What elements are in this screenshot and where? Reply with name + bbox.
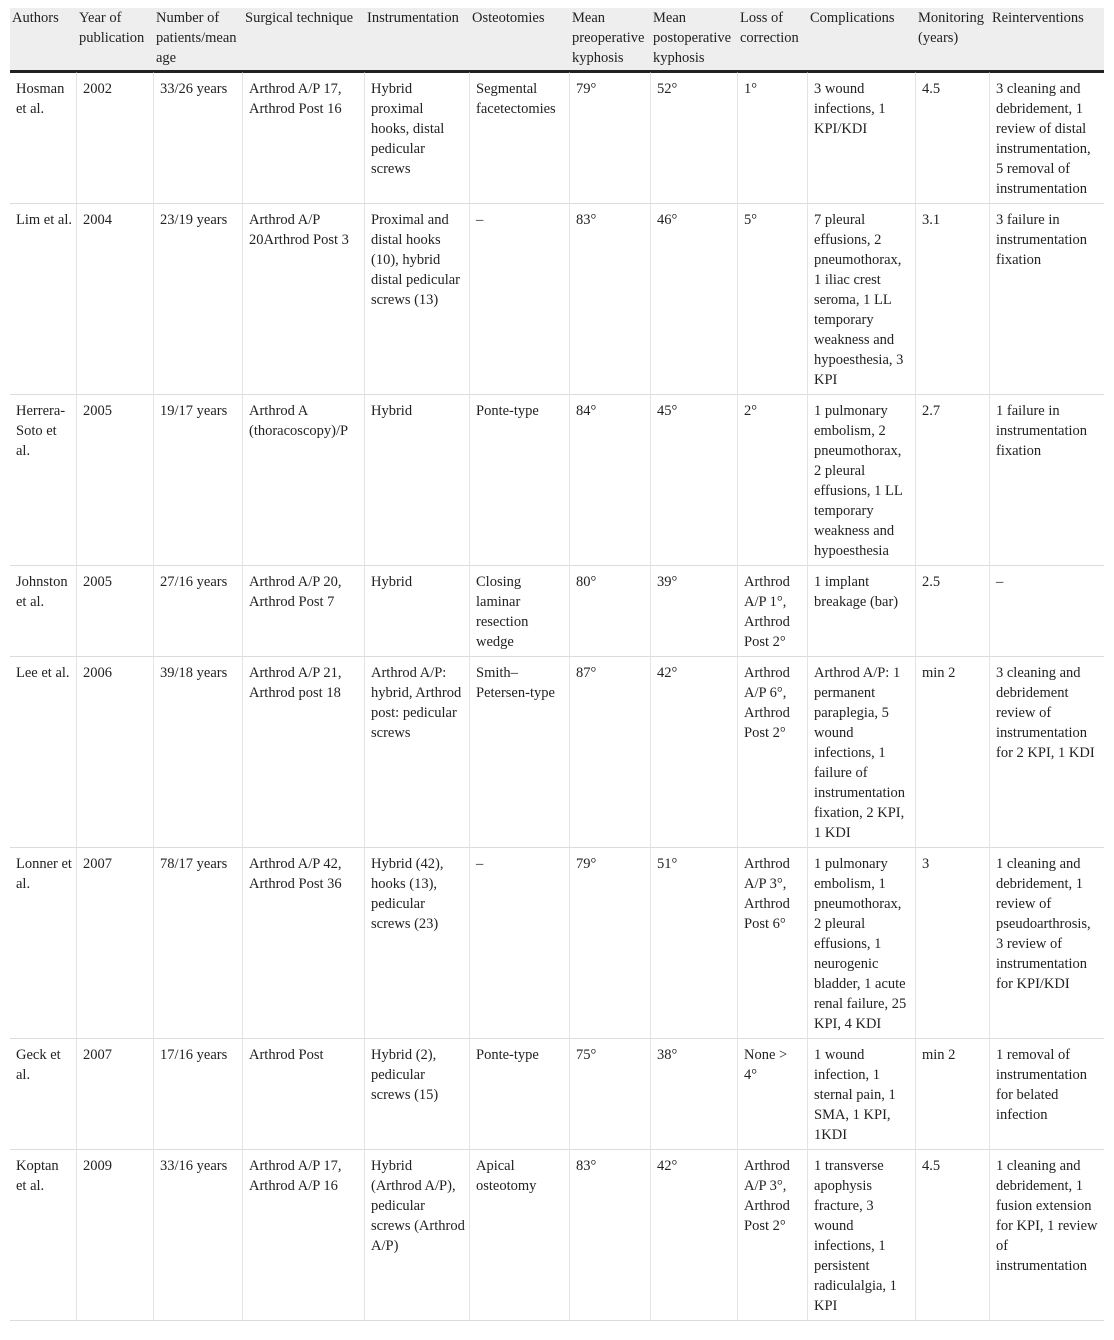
cell-osteotomies: Segmental facetectomies: [470, 72, 570, 204]
cell-authors: Herrera-Soto et al.: [10, 395, 77, 566]
table-row: [10, 72, 1104, 204]
cell-osteotomies: –: [470, 204, 570, 395]
cell-loss-correction: 1°: [738, 72, 808, 204]
cell-loss-correction: Arthrod A/P 3°, Arthrod Post 6°: [738, 848, 808, 1039]
cell-loss-correction: Arthrod A/P 3°, Arthrod Post 2°: [738, 1150, 808, 1321]
cell-loss-correction: None > 4°: [738, 1039, 808, 1150]
table-row: [10, 395, 1104, 566]
table-row: [10, 848, 1104, 1039]
header-loss-correction: Loss of correction: [738, 8, 808, 72]
cell-postop-kyphosis: 46°: [651, 204, 738, 395]
cell-patients: 27/16 years: [154, 566, 243, 657]
table-container: [10, 8, 1104, 1321]
cell-monitoring: 3.1: [916, 204, 990, 395]
table-row: [10, 1039, 1104, 1150]
cell-reinterventions: 3 cleaning and debridement, 1 review of distal instrumentation, 5 removal of instrumentation: [990, 72, 1104, 204]
cell-year: 2006: [77, 657, 154, 848]
cell-postop-kyphosis: 51°: [651, 848, 738, 1039]
cell-postop-kyphosis: 52°: [651, 72, 738, 204]
table-row: [10, 566, 1104, 657]
cell-year: 2007: [77, 1039, 154, 1150]
cell-patients: 19/17 years: [154, 395, 243, 566]
table-row: [10, 1150, 1104, 1321]
cell-preop-kyphosis: 83°: [570, 1150, 651, 1321]
header-complications: Complications: [808, 8, 916, 72]
cell-postop-kyphosis: 42°: [651, 1150, 738, 1321]
cell-monitoring: 2.5: [916, 566, 990, 657]
cell-monitoring: min 2: [916, 657, 990, 848]
cell-postop-kyphosis: 39°: [651, 566, 738, 657]
cell-instrumentation: Hybrid: [365, 395, 470, 566]
cell-preop-kyphosis: 80°: [570, 566, 651, 657]
cell-technique: Arthrod A/P 20, Arthrod Post 7: [243, 566, 365, 657]
cell-technique: Arthrod A/P 42, Arthrod Post 36: [243, 848, 365, 1039]
cell-authors: Hosman et al.: [10, 72, 77, 204]
table-row: [10, 657, 1104, 848]
cell-reinterventions: 3 cleaning and debridement review of instrumentation for 2 KPI, 1 KDI: [990, 657, 1104, 848]
cell-complications: 1 transverse apophysis fracture, 3 wound infections, 1 persistent radiculalgia, 1 KPI: [808, 1150, 916, 1321]
cell-technique: Arthrod A/P 17, Arthrod Post 16: [243, 72, 365, 204]
cell-osteotomies: –: [470, 848, 570, 1039]
cell-instrumentation: Hybrid proximal hooks, distal pedicular screws: [365, 72, 470, 204]
cell-patients: 33/26 years: [154, 72, 243, 204]
cell-authors: Lim et al.: [10, 204, 77, 395]
cell-preop-kyphosis: 75°: [570, 1039, 651, 1150]
cell-complications: Arthrod A/P: 1 permanent paraplegia, 5 wound infections, 1 failure of instrumentation fixation, 2 KPI, 1 KDI: [808, 657, 916, 848]
cell-authors: Koptan et al.: [10, 1150, 77, 1321]
cell-loss-correction: 5°: [738, 204, 808, 395]
cell-preop-kyphosis: 87°: [570, 657, 651, 848]
cell-reinterventions: 1 cleaning and debridement, 1 fusion extension for KPI, 1 review of instrumentation: [990, 1150, 1104, 1321]
cell-osteotomies: Closing laminar resection wedge: [470, 566, 570, 657]
cell-authors: Lonner et al.: [10, 848, 77, 1039]
cell-year: 2005: [77, 566, 154, 657]
cell-technique: Arthrod Post: [243, 1039, 365, 1150]
header-reinterventions: Reinterventions: [990, 8, 1104, 72]
cell-patients: 23/19 years: [154, 204, 243, 395]
cell-postop-kyphosis: 42°: [651, 657, 738, 848]
header-patients: Number of patients/mean age: [154, 8, 243, 72]
cell-patients: 33/16 years: [154, 1150, 243, 1321]
cell-instrumentation: Hybrid: [365, 566, 470, 657]
cell-complications: 1 implant breakage (bar): [808, 566, 916, 657]
cell-osteotomies: Ponte-type: [470, 395, 570, 566]
cell-preop-kyphosis: 79°: [570, 848, 651, 1039]
cell-technique: Arthrod A/P 17, Arthrod A/P 16: [243, 1150, 365, 1321]
cell-loss-correction: 2°: [738, 395, 808, 566]
cell-technique: Arthrod A/P 21, Arthrod post 18: [243, 657, 365, 848]
cell-monitoring: min 2: [916, 1039, 990, 1150]
cell-osteotomies: Ponte-type: [470, 1039, 570, 1150]
header-technique: Surgical technique: [243, 8, 365, 72]
cell-authors: Geck et al.: [10, 1039, 77, 1150]
header-authors: Authors: [10, 8, 77, 72]
cell-osteotomies: Apical osteotomy: [470, 1150, 570, 1321]
cell-patients: 17/16 years: [154, 1039, 243, 1150]
cell-osteotomies: Smith–Petersen-type: [470, 657, 570, 848]
cell-year: 2007: [77, 848, 154, 1039]
cell-reinterventions: 3 failure in instrumentation fixation: [990, 204, 1104, 395]
cell-patients: 39/18 years: [154, 657, 243, 848]
cell-year: 2004: [77, 204, 154, 395]
studies-table: [10, 8, 1104, 1321]
cell-monitoring: 3: [916, 848, 990, 1039]
cell-reinterventions: 1 failure in instrumentation fixation: [990, 395, 1104, 566]
cell-instrumentation: Proximal and distal hooks (10), hybrid distal pedicular screws (13): [365, 204, 470, 395]
header-preop-kyphosis: Mean preoperative kyphosis: [570, 8, 651, 72]
header-osteotomies: Osteotomies: [470, 8, 570, 72]
cell-postop-kyphosis: 38°: [651, 1039, 738, 1150]
cell-authors: Lee et al.: [10, 657, 77, 848]
header-instrumentation: Instrumentation: [365, 8, 470, 72]
cell-preop-kyphosis: 79°: [570, 72, 651, 204]
cell-complications: 1 pulmonary embolism, 1 pneumothorax, 2 pleural effusions, 1 neurogenic bladder, 1 acute renal failure, 25 KPI, 4 KDI: [808, 848, 916, 1039]
header-year: Year of publication: [77, 8, 154, 72]
cell-instrumentation: Arthrod A/P: hybrid, Arthrod post: pedicular screws: [365, 657, 470, 848]
cell-technique: Arthrod A/P 20Arthrod Post 3: [243, 204, 365, 395]
cell-year: 2009: [77, 1150, 154, 1321]
cell-complications: 7 pleural effusions, 2 pneumothorax, 1 iliac crest seroma, 1 LL temporary weakness and hypoesthesia, 3 KPI: [808, 204, 916, 395]
cell-patients: 78/17 years: [154, 848, 243, 1039]
cell-monitoring: 2.7: [916, 395, 990, 566]
cell-year: 2002: [77, 72, 154, 204]
cell-complications: 1 pulmonary embolism, 2 pneumothorax, 2 pleural effusions, 1 LL temporary weakness and hypoesthesia: [808, 395, 916, 566]
cell-reinterventions: 1 removal of instrumentation for belated infection: [990, 1039, 1104, 1150]
cell-instrumentation: Hybrid (42), hooks (13), pedicular screws (23): [365, 848, 470, 1039]
header-postop-kyphosis: Mean postoperative kyphosis: [651, 8, 738, 72]
cell-monitoring: 4.5: [916, 1150, 990, 1321]
header-monitoring: Monitoring (years): [916, 8, 990, 72]
cell-complications: 3 wound infections, 1 KPI/KDI: [808, 72, 916, 204]
cell-instrumentation: Hybrid (Arthrod A/P), pedicular screws (Arthrod A/P): [365, 1150, 470, 1321]
header-row: [10, 8, 1104, 72]
cell-loss-correction: Arthrod A/P 6°, Arthrod Post 2°: [738, 657, 808, 848]
cell-reinterventions: –: [990, 566, 1104, 657]
cell-complications: 1 wound infection, 1 sternal pain, 1 SMA, 1 KPI, 1KDI: [808, 1039, 916, 1150]
table-row: [10, 204, 1104, 395]
cell-preop-kyphosis: 83°: [570, 204, 651, 395]
cell-loss-correction: Arthrod A/P 1°, Arthrod Post 2°: [738, 566, 808, 657]
cell-reinterventions: 1 cleaning and debridement, 1 review of pseudoarthrosis, 3 review of instrumentation for KPI/KDI: [990, 848, 1104, 1039]
cell-technique: Arthrod A (thoracoscopy)/P: [243, 395, 365, 566]
cell-instrumentation: Hybrid (2), pedicular screws (15): [365, 1039, 470, 1150]
cell-preop-kyphosis: 84°: [570, 395, 651, 566]
cell-postop-kyphosis: 45°: [651, 395, 738, 566]
cell-authors: Johnston et al.: [10, 566, 77, 657]
cell-year: 2005: [77, 395, 154, 566]
cell-monitoring: 4.5: [916, 72, 990, 204]
